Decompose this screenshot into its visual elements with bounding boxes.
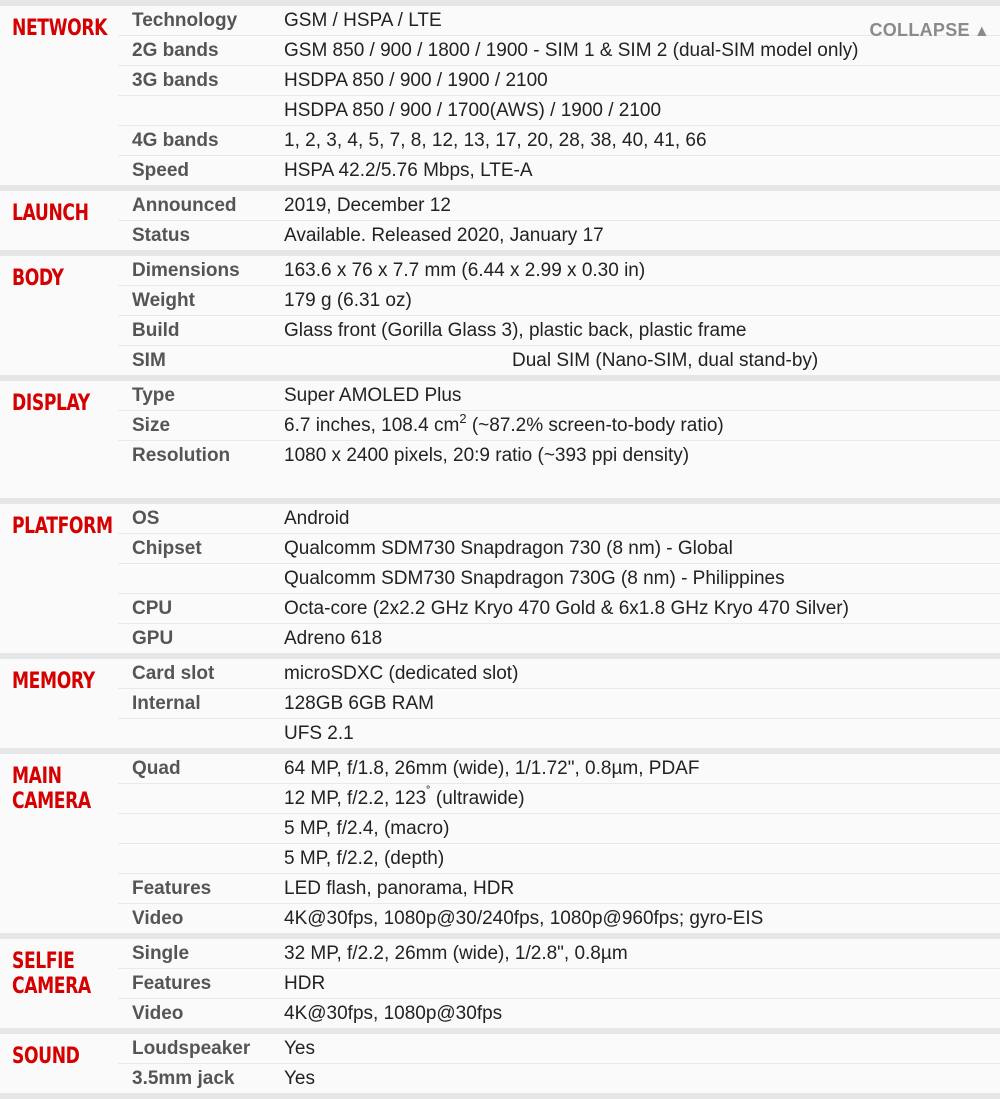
spec-value-text: Dual SIM (Nano-SIM, dual stand-by) bbox=[512, 350, 819, 371]
spec-value bbox=[284, 999, 502, 1028]
spec-label[interactable]: Card slot bbox=[132, 663, 215, 684]
spec-value-text: 32 MP, f/2.2, 26mm (wide), 1/2.8", 0.8µm bbox=[284, 943, 628, 964]
section-title[interactable]: SELFIE CAMERA bbox=[12, 949, 91, 999]
spec-value-text: 12 MP, f/2.2, 123 bbox=[284, 788, 427, 809]
spec-value-text: 128GB 6GB RAM bbox=[284, 693, 434, 714]
spec-value-text: 5 MP, f/2.2, (depth) bbox=[284, 848, 445, 869]
section-main-camera bbox=[0, 754, 1000, 933]
spec-value-text: Available. Released 2020, January 17 bbox=[284, 225, 604, 246]
section-spacer bbox=[0, 470, 1000, 498]
sections-container bbox=[0, 6, 1000, 1099]
spec-value bbox=[284, 624, 382, 653]
spec-label[interactable]: CPU bbox=[132, 598, 173, 619]
spec-value bbox=[284, 221, 604, 250]
spec-row bbox=[118, 969, 1000, 999]
spec-value-text: 179 g (6.31 oz) bbox=[284, 290, 412, 311]
spec-row bbox=[118, 66, 1000, 96]
spec-label[interactable]: Build bbox=[132, 320, 180, 341]
section-network bbox=[0, 6, 1000, 185]
spec-value bbox=[284, 66, 548, 95]
section-title[interactable]: LAUNCH bbox=[12, 201, 89, 226]
spec-row bbox=[118, 286, 1000, 316]
spec-value bbox=[284, 564, 785, 593]
spec-label[interactable]: 3.5mm jack bbox=[132, 1068, 235, 1089]
spec-value-text: Glass front (Gorilla Glass 3), plastic back, plastic frame bbox=[284, 320, 747, 341]
spec-value-text: 6.7 inches, 108.4 cm bbox=[284, 415, 460, 436]
spec-row bbox=[118, 874, 1000, 904]
spec-value-text: 1, 2, 3, 4, 5, 7, 8, 12, 13, 17, 20, 28, 38, 40, 41, 66 bbox=[284, 130, 707, 151]
spec-value bbox=[284, 6, 442, 35]
spec-value bbox=[284, 784, 525, 813]
spec-label[interactable]: 3G bands bbox=[132, 70, 219, 91]
spec-row bbox=[118, 719, 1000, 748]
spec-value-text: Android bbox=[284, 508, 350, 529]
spec-row bbox=[118, 411, 1000, 441]
spec-label[interactable]: Technology bbox=[132, 10, 238, 31]
spec-value-text: Super AMOLED Plus bbox=[284, 385, 462, 406]
spec-value-text: HSDPA 850 / 900 / 1700(AWS) / 1900 / 2100 bbox=[284, 100, 662, 121]
section-display bbox=[0, 381, 1000, 498]
spec-value-text: 4K@30fps, 1080p@30fps bbox=[284, 1003, 503, 1024]
spec-value-text: Qualcomm SDM730 Snapdragon 730 (8 nm) - Global bbox=[284, 538, 733, 559]
spec-label[interactable]: Quad bbox=[132, 758, 181, 779]
section-body bbox=[0, 256, 1000, 375]
spec-value bbox=[284, 156, 533, 185]
spec-label[interactable]: Single bbox=[132, 943, 190, 964]
spec-row bbox=[118, 191, 1000, 221]
spec-label[interactable]: Chipset bbox=[132, 538, 202, 559]
spec-value-text: LED flash, panorama, HDR bbox=[284, 878, 515, 899]
spec-value-text: 1080 x 2400 pixels, 20:9 ratio (~393 ppi density) bbox=[284, 445, 690, 466]
section-title[interactable]: MEMORY bbox=[12, 669, 95, 694]
spec-value-text: HSPA 42.2/5.76 Mbps, LTE-A bbox=[284, 160, 533, 181]
spec-value-text: Qualcomm SDM730 Snapdragon 730G (8 nm) - Philippines bbox=[284, 568, 785, 589]
spec-label[interactable]: Dimensions bbox=[132, 260, 240, 281]
spec-label[interactable]: Type bbox=[132, 385, 175, 406]
spec-value bbox=[284, 1064, 315, 1093]
spec-value bbox=[284, 904, 763, 933]
spec-row bbox=[118, 814, 1000, 844]
section-platform bbox=[0, 504, 1000, 653]
section-title[interactable]: PLATFORM bbox=[12, 514, 113, 539]
spec-value bbox=[284, 96, 661, 125]
triangle-up-icon: ▲ bbox=[973, 23, 990, 40]
spec-value bbox=[284, 36, 859, 65]
spec-value-text: 64 MP, f/1.8, 26mm (wide), 1/1.72", 0.8µm, PDAF bbox=[284, 758, 700, 779]
spec-row bbox=[118, 904, 1000, 933]
spec-label[interactable]: GPU bbox=[132, 628, 174, 649]
spec-value bbox=[284, 814, 449, 843]
spec-row bbox=[118, 156, 1000, 185]
spec-value-text: microSDXC (dedicated slot) bbox=[284, 663, 519, 684]
spec-value bbox=[284, 594, 849, 623]
spec-label[interactable]: 4G bands bbox=[132, 130, 219, 151]
spec-value bbox=[284, 504, 350, 533]
spec-label[interactable]: Weight bbox=[132, 290, 195, 311]
collapse-label: COLLAPSE bbox=[869, 20, 970, 40]
spec-value-text: Yes bbox=[284, 1068, 315, 1089]
spec-value bbox=[284, 939, 628, 968]
spec-row bbox=[118, 441, 1000, 470]
spec-label[interactable]: 2G bands bbox=[132, 40, 219, 61]
spec-value-text: Octa-core (2x2.2 GHz Kryo 470 Gold & 6x1.8 GHz Kryo 470 Silver) bbox=[284, 598, 849, 619]
spec-row bbox=[118, 96, 1000, 126]
spec-value bbox=[284, 689, 434, 718]
spec-value-superscript: ˚ bbox=[426, 783, 431, 799]
spec-label[interactable]: Video bbox=[132, 908, 184, 929]
spec-value-text: GSM / HSPA / LTE bbox=[284, 10, 442, 31]
spec-row bbox=[118, 939, 1000, 969]
spec-value-text: UFS 2.1 bbox=[284, 723, 354, 744]
spec-value bbox=[284, 316, 746, 345]
spec-row bbox=[118, 36, 1000, 66]
spec-value bbox=[284, 659, 518, 688]
spec-label[interactable]: OS bbox=[132, 508, 160, 529]
spec-value bbox=[284, 126, 707, 155]
spec-row bbox=[118, 564, 1000, 594]
section-memory bbox=[0, 659, 1000, 748]
spec-row bbox=[118, 784, 1000, 814]
spec-row bbox=[118, 381, 1000, 411]
spec-label[interactable]: Status bbox=[132, 225, 191, 246]
spec-value-text: 2019, December 12 bbox=[284, 195, 451, 216]
spec-label[interactable]: Size bbox=[132, 415, 171, 436]
spec-value-text: Adreno 618 bbox=[284, 628, 383, 649]
spec-value-text: GSM 850 / 900 / 1800 / 1900 - SIM 1 & SIM 2 (dual-SIM model only) bbox=[284, 40, 859, 61]
spec-row bbox=[118, 754, 1000, 784]
spec-row bbox=[118, 346, 1000, 375]
spec-label[interactable]: Speed bbox=[132, 160, 190, 181]
spec-value-text: Yes bbox=[284, 1038, 315, 1059]
spec-value bbox=[512, 346, 818, 375]
section-title[interactable]: BODY bbox=[12, 266, 64, 291]
spec-value bbox=[284, 1034, 315, 1063]
spec-value-superscript: 2 bbox=[459, 410, 467, 426]
spec-value bbox=[284, 874, 514, 903]
spec-row bbox=[118, 221, 1000, 250]
spec-value bbox=[284, 191, 451, 220]
spec-row bbox=[118, 1034, 1000, 1064]
spec-row bbox=[118, 624, 1000, 653]
spec-label[interactable]: Features bbox=[132, 973, 212, 994]
spec-row bbox=[118, 999, 1000, 1028]
spec-label[interactable]: Features bbox=[132, 878, 212, 899]
spec-value bbox=[284, 411, 724, 440]
spec-value bbox=[284, 256, 645, 285]
section-title[interactable]: MAIN CAMERA bbox=[12, 764, 91, 814]
spec-row bbox=[118, 256, 1000, 286]
spec-row bbox=[118, 659, 1000, 689]
section-sound bbox=[0, 1034, 1000, 1093]
section-selfie-camera bbox=[0, 939, 1000, 1028]
spec-row bbox=[118, 689, 1000, 719]
spec-value-text: HDR bbox=[284, 973, 326, 994]
spec-value-suffix: (ultrawide) bbox=[430, 788, 525, 809]
section-divider bbox=[0, 1093, 1000, 1099]
spec-label[interactable]: Video bbox=[132, 1003, 184, 1024]
spec-value-text: 4K@30fps, 1080p@30/240fps, 1080p@960fps; gyro-EIS bbox=[284, 908, 764, 929]
spec-row bbox=[118, 844, 1000, 874]
spec-row bbox=[118, 594, 1000, 624]
spec-label[interactable]: Internal bbox=[132, 693, 201, 714]
spec-label[interactable]: Announced bbox=[132, 195, 237, 216]
section-launch bbox=[0, 191, 1000, 250]
spec-value bbox=[284, 441, 689, 470]
section-title[interactable]: NETWORK bbox=[12, 16, 108, 41]
spec-value bbox=[284, 969, 325, 998]
spec-value bbox=[284, 286, 412, 315]
section-title[interactable]: DISPLAY bbox=[12, 391, 90, 416]
collapse-button[interactable] bbox=[869, 20, 990, 41]
spec-row bbox=[118, 6, 1000, 36]
spec-label[interactable]: Loudspeaker bbox=[132, 1038, 251, 1059]
spec-row bbox=[118, 1064, 1000, 1093]
spec-value bbox=[284, 534, 733, 563]
spec-row bbox=[118, 316, 1000, 346]
spec-row bbox=[118, 534, 1000, 564]
spec-label[interactable]: Resolution bbox=[132, 445, 231, 466]
spec-value-suffix: (~87.2% screen-to-body ratio) bbox=[466, 415, 724, 436]
spec-value bbox=[284, 719, 354, 748]
spec-value-text: HSDPA 850 / 900 / 1900 / 2100 bbox=[284, 70, 548, 91]
spec-value bbox=[284, 754, 699, 783]
spec-value-text: 163.6 x 76 x 7.7 mm (6.44 x 2.99 x 0.30 in) bbox=[284, 260, 646, 281]
spec-value-text: 5 MP, f/2.4, (macro) bbox=[284, 818, 450, 839]
spec-value bbox=[284, 844, 444, 873]
spec-row bbox=[118, 504, 1000, 534]
spec-value bbox=[284, 381, 461, 410]
spec-label[interactable]: SIM bbox=[132, 350, 166, 371]
section-title[interactable]: SOUND bbox=[12, 1044, 80, 1069]
spec-row bbox=[118, 126, 1000, 156]
